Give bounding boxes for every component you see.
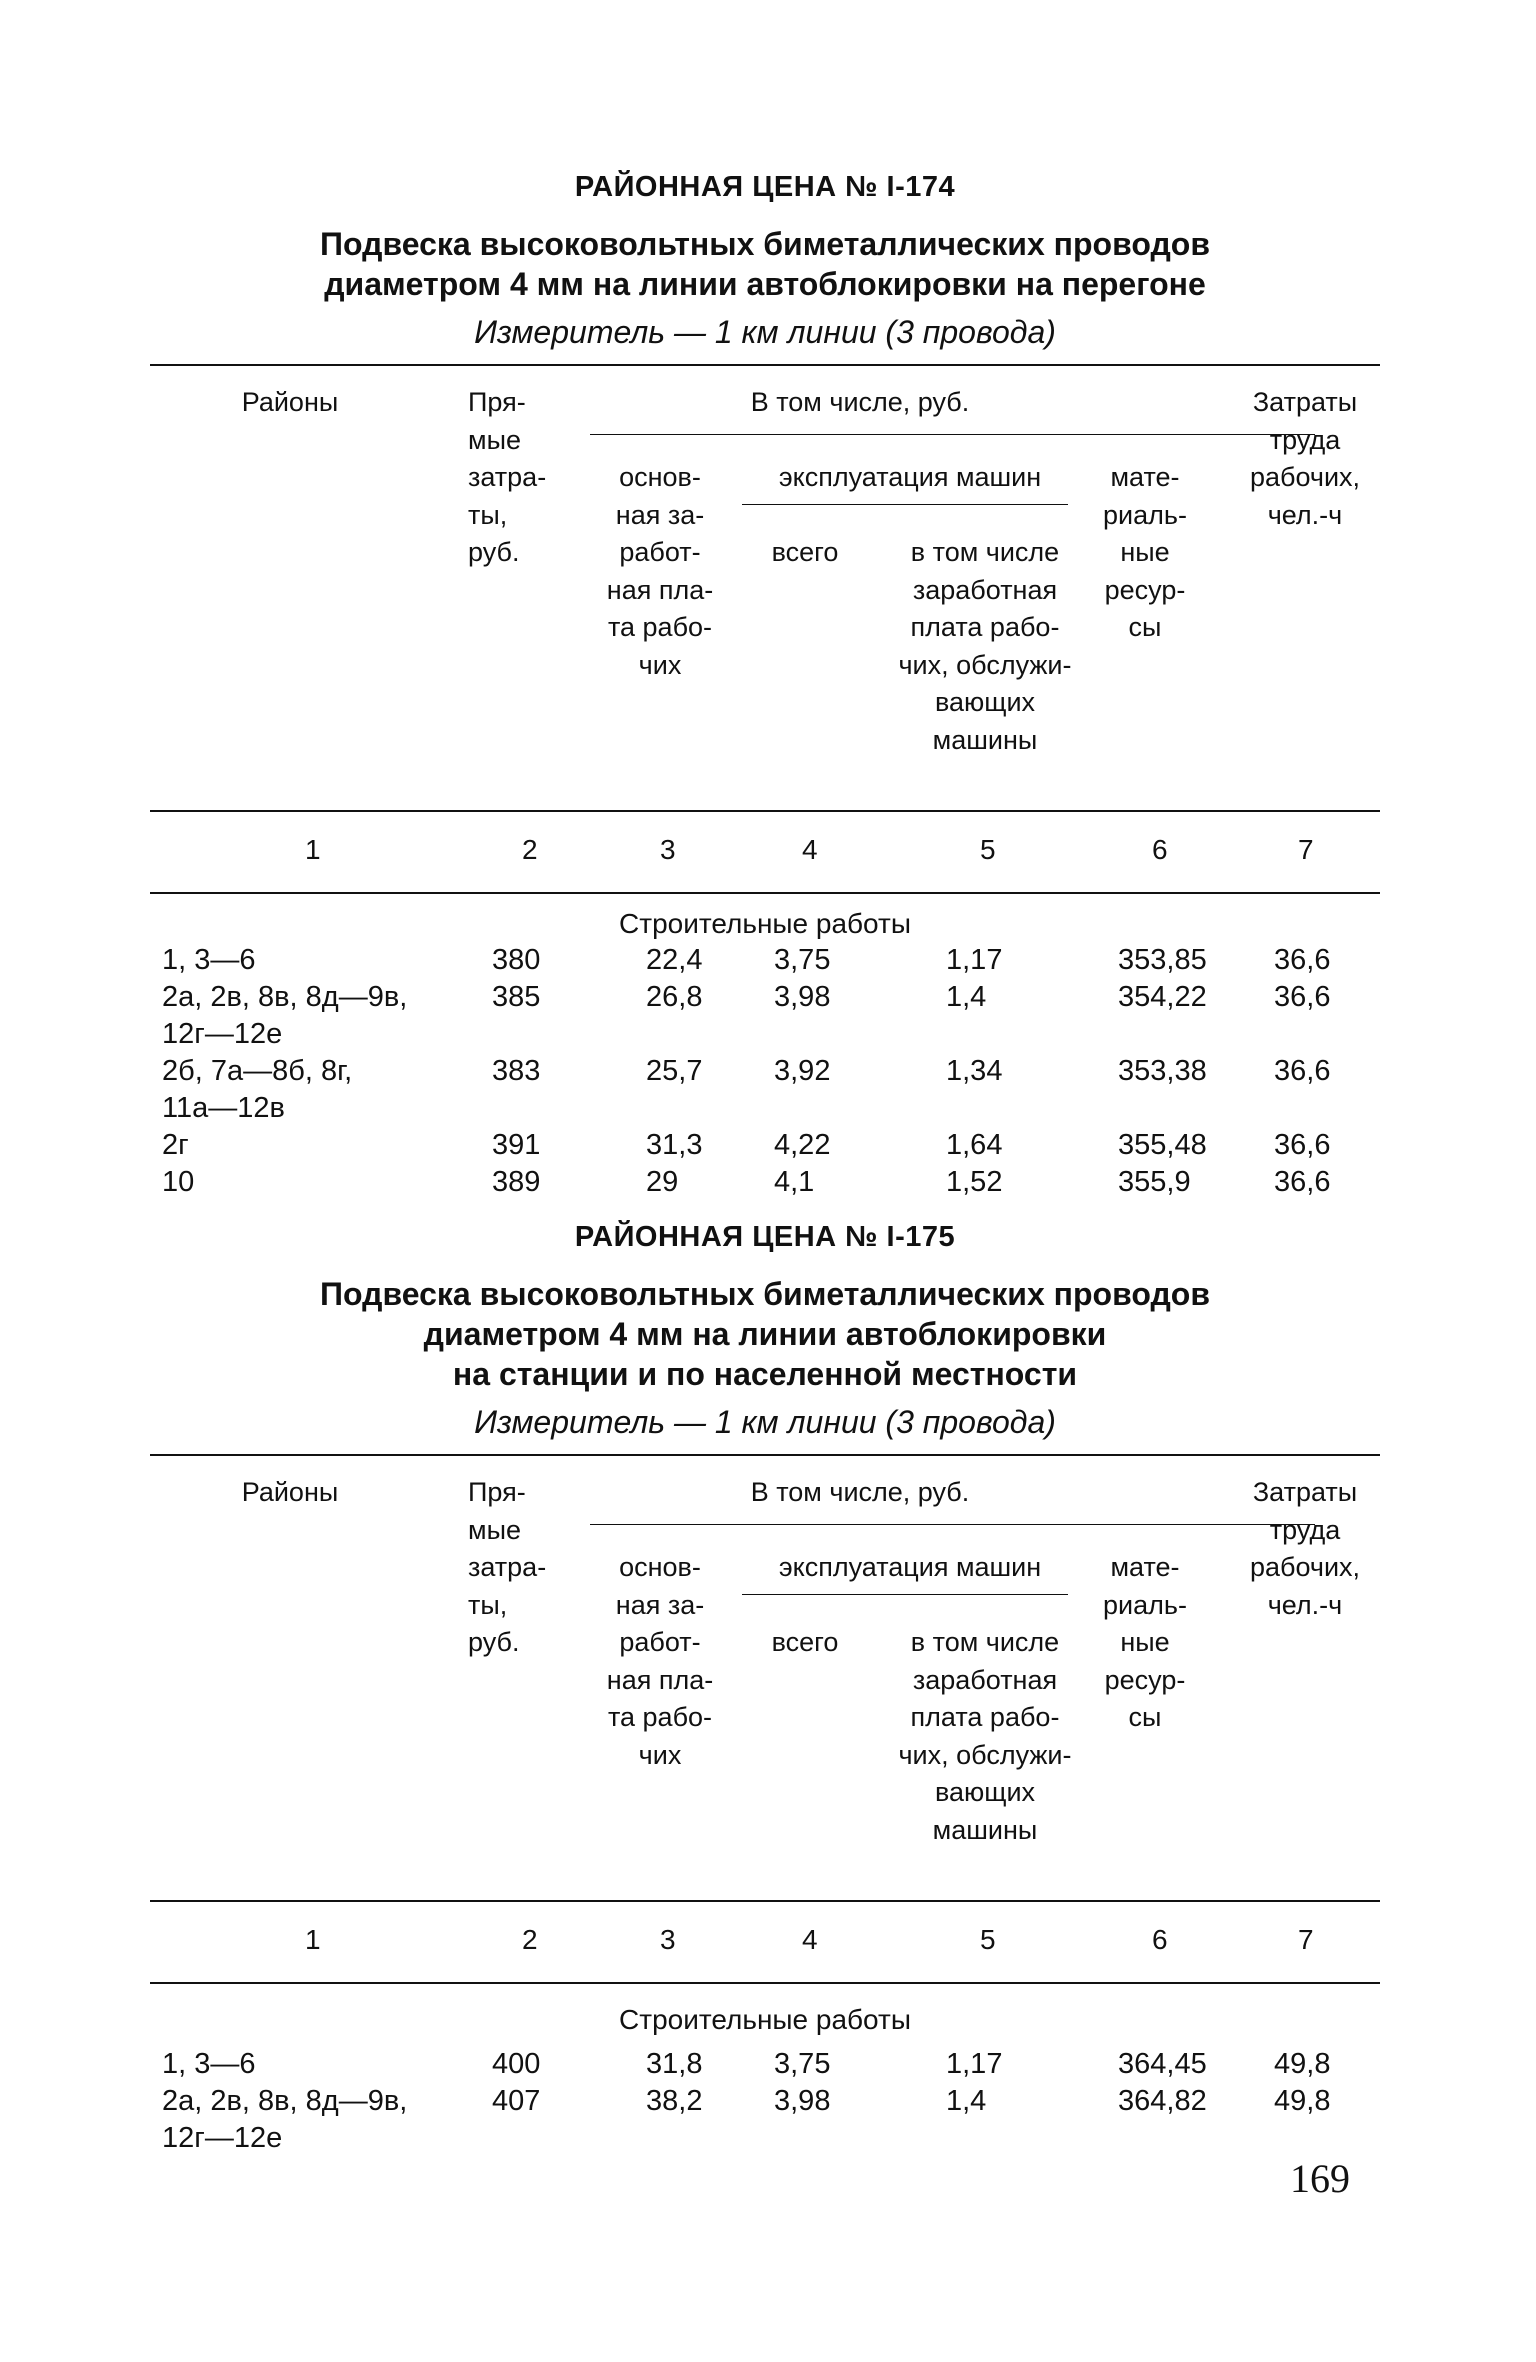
- cell-machines-total: 4,1: [774, 1166, 815, 1198]
- header-rule-including: [590, 434, 1315, 435]
- subheading: Строительные работы: [619, 2004, 911, 2035]
- column-number: 3: [660, 834, 676, 865]
- header-machines: эксплуатация машин: [778, 462, 1042, 492]
- header-materials: мате- риаль- ные ресур- сы: [1103, 462, 1187, 642]
- cell-machines-total: 3,92: [774, 1055, 831, 1087]
- cell-machines-total: 3,98: [774, 2085, 831, 2117]
- cell-wages: 38,2: [646, 2085, 703, 2117]
- cell-machines-total: 4,22: [774, 1129, 831, 1161]
- cell-direct-costs: 389: [492, 1166, 541, 1198]
- cell-wages: 31,3: [646, 1129, 703, 1161]
- header-machines-total: всего: [771, 537, 839, 567]
- table-row: [150, 1127, 1380, 1164]
- cell-materials: 364,82: [1118, 2085, 1207, 2117]
- work-title-line: Подвеска высоковольтных биметаллических проводов: [320, 1276, 1210, 1312]
- cell-wages: 29: [646, 1166, 679, 1198]
- cell-labor: 49,8: [1274, 2085, 1331, 2117]
- cell-materials: 353,38: [1118, 1055, 1207, 1087]
- cell-direct-costs: 391: [492, 1129, 541, 1161]
- cell-direct-costs: 407: [492, 2085, 541, 2117]
- column-number: 4: [802, 834, 818, 865]
- table-header: [150, 364, 1380, 814]
- cell-machines-wages: 1,52: [946, 1166, 1003, 1198]
- header-machines-wages: в том числе заработная плата рабо- чих, обслужи- вающих машины: [898, 537, 1072, 755]
- cell-districts: 2а, 2в, 8в, 8д—9в, 12г—12е: [162, 2085, 408, 2154]
- measure-unit: Измеритель — 1 км линии (3 провода): [474, 314, 1056, 350]
- table-body: [150, 1984, 1380, 2184]
- header-machines: эксплуатация машин: [778, 1552, 1042, 1582]
- column-numbers-row: [150, 1904, 1380, 1984]
- price-section-1: [150, 170, 1380, 1198]
- cell-direct-costs: 380: [492, 944, 541, 976]
- cell-labor: 36,6: [1274, 1055, 1331, 1087]
- cell-labor: 36,6: [1274, 1166, 1331, 1198]
- header-machines-total: всего: [771, 1627, 839, 1657]
- work-title-line: диаметром 4 мм на линии автоблокировки на перегоне: [324, 266, 1206, 302]
- cell-machines-wages: 1,4: [946, 981, 987, 1013]
- header-rule-machines: [742, 504, 1068, 505]
- header-materials: мате- риаль- ные ресур- сы: [1103, 1552, 1187, 1732]
- table-row: [150, 1053, 1380, 1127]
- header-labor: Затраты труда рабочих, чел.-ч: [1249, 1477, 1361, 1620]
- subheading: Строительные работы: [619, 908, 911, 939]
- column-number: 2: [522, 1924, 538, 1955]
- cell-machines-wages: 1,34: [946, 1055, 1003, 1087]
- header-bottom-rule: [150, 1900, 1380, 1902]
- header-districts: Районы: [241, 1477, 339, 1507]
- header-rule-including: [590, 1524, 1315, 1525]
- price-title: РАЙОННАЯ ЦЕНА № І-175: [574, 1221, 956, 1253]
- column-number: 5: [980, 834, 996, 865]
- cell-direct-costs: 400: [492, 2048, 541, 2080]
- table-header: [150, 1454, 1380, 1904]
- cell-districts: 1, 3—6: [162, 944, 256, 976]
- column-number: 1: [305, 834, 321, 865]
- header-wages: основ- ная за- работ- ная пла- та рабо- чих: [606, 1552, 714, 1770]
- column-number: 7: [1298, 834, 1314, 865]
- column-number: 3: [660, 1924, 676, 1955]
- cell-districts: 10: [162, 1166, 195, 1198]
- cell-machines-wages: 1,17: [946, 944, 1003, 976]
- cell-wages: 22,4: [646, 944, 703, 976]
- cell-districts: 2а, 2в, 8в, 8д—9в, 12г—12е: [162, 981, 408, 1050]
- cell-labor: 36,6: [1274, 981, 1331, 1013]
- header-labor: Затраты труда рабочих, чел.-ч: [1249, 387, 1361, 530]
- price-title: РАЙОННАЯ ЦЕНА № І-174: [574, 171, 956, 203]
- cell-wages: 25,7: [646, 1055, 703, 1087]
- header-wages: основ- ная за- работ- ная пла- та рабо- чих: [606, 462, 714, 680]
- cell-machines-total: 3,75: [774, 2048, 831, 2080]
- cell-materials: 355,48: [1118, 1129, 1207, 1161]
- header-machines-wages: в том числе заработная плата рабо- чих, обслужи- вающих машины: [898, 1627, 1072, 1845]
- table-row: [150, 1164, 1380, 1201]
- table-row: [150, 2083, 1380, 2157]
- column-number: 2: [522, 834, 538, 865]
- table-top-rule: [150, 364, 1380, 366]
- measure-unit: Измеритель — 1 км линии (3 провода): [474, 1404, 1056, 1440]
- column-number: 6: [1152, 834, 1168, 865]
- header-direct-costs: Пря- мые затра- ты, руб.: [468, 387, 547, 567]
- header-direct-costs: Пря- мые затра- ты, руб.: [468, 1477, 547, 1657]
- cell-districts: 1, 3—6: [162, 2048, 256, 2080]
- cell-labor: 36,6: [1274, 1129, 1331, 1161]
- work-title-line: на станции и по населенной местности: [452, 1356, 1078, 1392]
- cell-machines-wages: 1,4: [946, 2085, 987, 2117]
- column-number: 7: [1298, 1924, 1314, 1955]
- column-numbers-row: [150, 814, 1380, 894]
- table-row: [150, 979, 1380, 1053]
- page-number: 169: [1290, 2156, 1350, 2201]
- column-number: 1: [305, 1924, 321, 1955]
- header-rule-machines: [742, 1594, 1068, 1595]
- cell-districts: 2г: [162, 1129, 189, 1161]
- cell-machines-total: 3,75: [774, 944, 831, 976]
- cell-machines-total: 3,98: [774, 981, 831, 1013]
- cell-machines-wages: 1,17: [946, 2048, 1003, 2080]
- cell-wages: 31,8: [646, 2048, 703, 2080]
- table-body: [150, 894, 1380, 1198]
- work-title-line: Подвеска высоковольтных биметаллических проводов: [320, 226, 1210, 262]
- cell-wages: 26,8: [646, 981, 703, 1013]
- work-title-line: диаметром 4 мм на линии автоблокировки: [423, 1316, 1107, 1352]
- price-section-2: [150, 1220, 1380, 2184]
- cell-labor: 36,6: [1274, 944, 1331, 976]
- column-number: 5: [980, 1924, 996, 1955]
- header-including: В том числе, руб.: [750, 1477, 970, 1507]
- header-bottom-rule: [150, 810, 1380, 812]
- cell-districts: 2б, 7а—8б, 8г, 11а—12в: [162, 1055, 353, 1124]
- cell-materials: 354,22: [1118, 981, 1207, 1013]
- header-districts: Районы: [241, 387, 339, 417]
- table-row: [150, 2046, 1380, 2083]
- cell-materials: 355,9: [1118, 1166, 1191, 1198]
- table-row: [150, 942, 1380, 979]
- column-number: 6: [1152, 1924, 1168, 1955]
- table-top-rule: [150, 1454, 1380, 1456]
- column-number: 4: [802, 1924, 818, 1955]
- cell-direct-costs: 383: [492, 1055, 541, 1087]
- cell-direct-costs: 385: [492, 981, 541, 1013]
- cell-materials: 364,45: [1118, 2048, 1207, 2080]
- cell-labor: 49,8: [1274, 2048, 1331, 2080]
- cell-materials: 353,85: [1118, 944, 1207, 976]
- cell-machines-wages: 1,64: [946, 1129, 1003, 1161]
- header-including: В том числе, руб.: [750, 387, 970, 417]
